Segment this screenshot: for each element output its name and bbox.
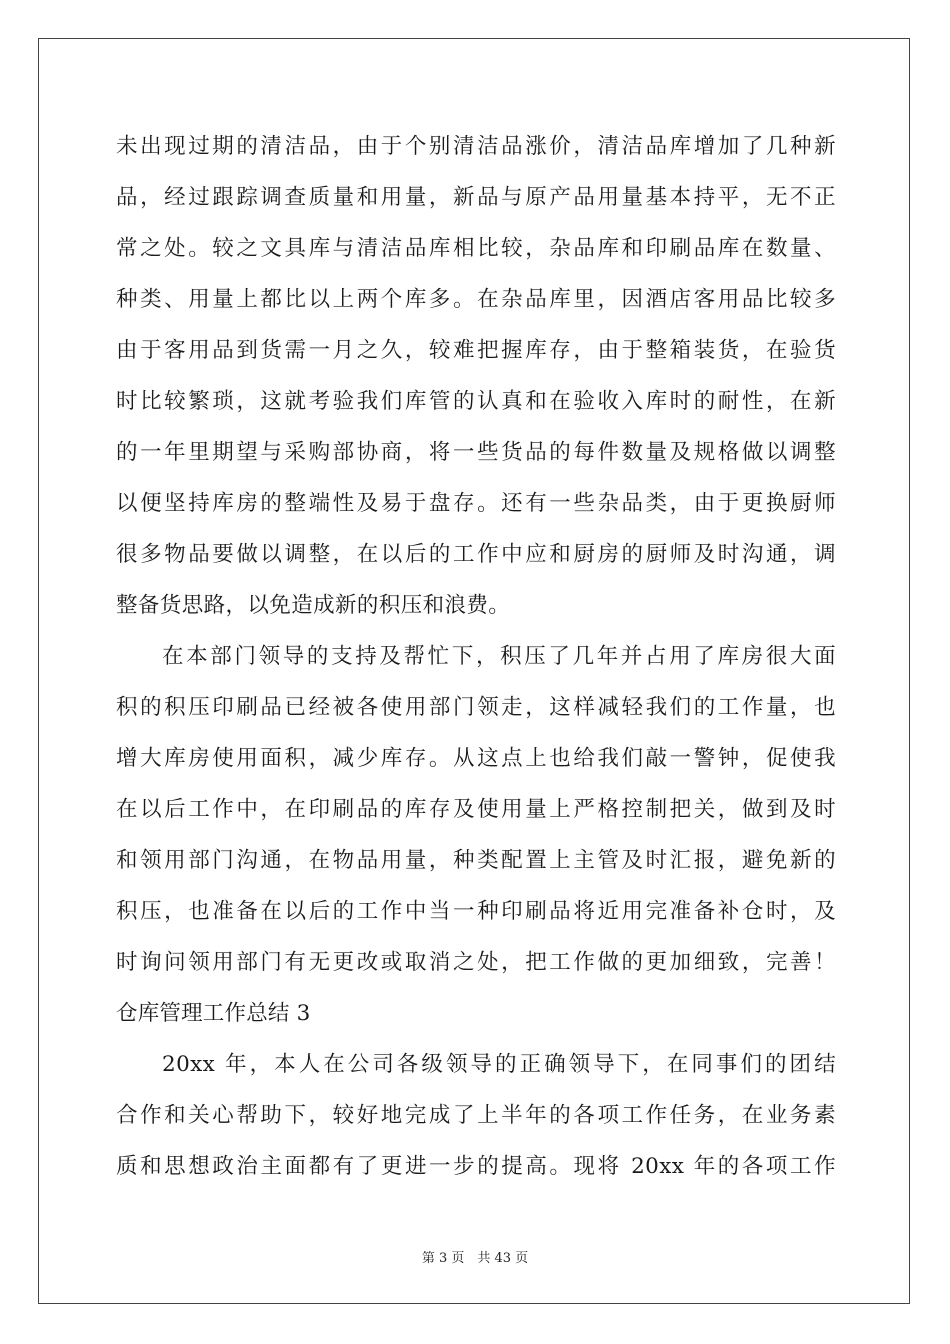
text-line: 时比较繁琐，这就考验我们库管的认真和在验收入库时的耐性，在新 bbox=[116, 389, 836, 414]
text-line: 积的积压印刷品已经被各使用部门领走，这样减轻我们的工作量，也 bbox=[116, 695, 836, 720]
text-line: 时询问领用部门有无更改或取消之处，把工作做的更加细致，完善！ bbox=[116, 950, 836, 975]
text-line: 质和思想政治主面都有了更进一步的提高。现将 20xx 年的各项工作 bbox=[116, 1154, 836, 1179]
text-line: 合作和关心帮助下，较好地完成了上半年的各项工作任务，在业务素 bbox=[116, 1103, 836, 1128]
text-line: 种类、用量上都比以上两个库多。在杂品库里，因酒店客用品比较多 bbox=[116, 287, 836, 312]
text-line: 常之处。较之文具库与清洁品库相比较，杂品库和印刷品库在数量、 bbox=[116, 236, 836, 261]
paragraph-first-line: 20xx 年，本人在公司各级领导的正确领导下，在同事们的团结 bbox=[162, 1052, 836, 1077]
text-line: 积压，也准备在以后的工作中当一种印刷品将近用完准备补仓时，及 bbox=[116, 899, 836, 924]
text-line: 很多物品要做以调整，在以后的工作中应和厨房的厨师及时沟通，调 bbox=[116, 542, 836, 567]
text-line: 由于客用品到货需一月之久，较难把握库存，由于整箱装货，在验货 bbox=[116, 338, 836, 363]
text-line: 的一年里期望与采购部协商，将一些货品的每件数量及规格做以调整 bbox=[116, 440, 836, 465]
text-line: 品，经过跟踪调查质量和用量，新品与原产品用量基本持平，无不正 bbox=[116, 185, 836, 210]
document-body bbox=[116, 126, 836, 1197]
text-line: 在以后工作中，在印刷品的库存及使用量上严格控制把关，做到及时 bbox=[116, 797, 836, 822]
text-line: 未出现过期的清洁品，由于个别清洁品涨价，清洁品库增加了几种新 bbox=[116, 134, 836, 159]
page-number-footer: 第 3 页 共 43 页 bbox=[421, 1251, 529, 1266]
text-line: 整备货思路，以免造成新的积压和浪费。 bbox=[116, 593, 511, 618]
paragraph-first-line: 在本部门领导的支持及帮忙下，积压了几年并占用了库房很大面 bbox=[162, 644, 836, 669]
section-heading: 仓库管理工作总结 3 bbox=[116, 1001, 311, 1026]
text-line: 以便坚持库房的整端性及易于盘存。还有一些杂品类，由于更换厨师 bbox=[116, 491, 836, 516]
text-line: 增大库房使用面积，减少库存。从这点上也给我们敲一警钟，促使我 bbox=[116, 746, 836, 771]
text-line: 和领用部门沟通，在物品用量，种类配置上主管及时汇报，避免新的 bbox=[116, 848, 836, 873]
